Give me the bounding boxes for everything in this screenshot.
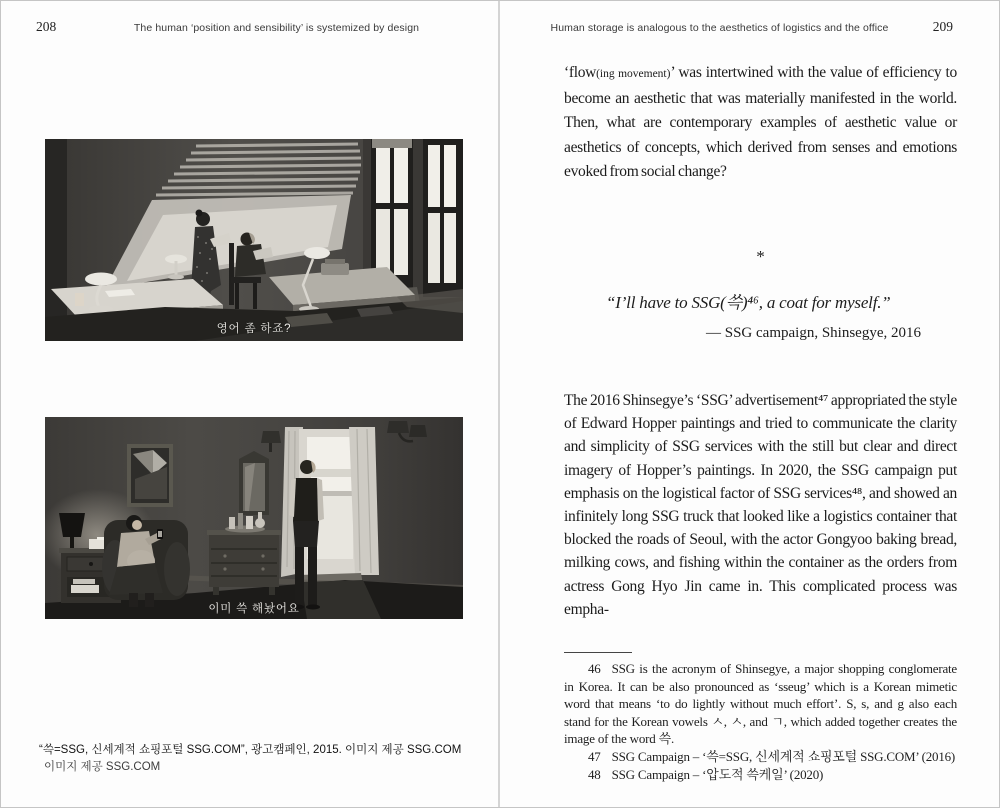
page-right	[500, 1, 999, 807]
paragraph-ssg-campaign: The 2016 Shinsegye’s ‘SSG’ advertisement⁴⁷ appropriated the style of Edward Hopper paintings and tried to communicate the clarity and simplicity of SSG services with the still but clear and direct imagery of Hopper’s paintings. In 2020, the SSG campaign put emphasis on the logistical factor of SSG services⁴⁸, and showed an infinitely long SSG truck that looked like a logistics container that blocked the roads of Seoul, with the actor Gongyoo baking bread, milking cows, and fishing within the container as the orders from actress Gong Hyo Jin came in. This complicated process was empha-	[564, 392, 957, 618]
footnote-48-text: SSG Campaign – ‘압도적 쓱케일’ (2020)	[611, 766, 824, 782]
para1-lead: ‘flow	[564, 64, 597, 81]
subtitle-figure1: 영어 좀 하죠?	[216, 323, 292, 335]
page-number-left: 208	[36, 19, 57, 34]
armchair-woman-figure	[102, 515, 190, 607]
footnote-46-text: SSG is the acronym of Shinsegye, a major shopping conglomerate in Korea. It can be also pronounced as ‘sseug’ which is a Korean mimetic word that means ‘to do lightly without much effort’. S, s, and g also each stand for the Korean vowels ㅅ, ㅅ, and ㄱ, which added together creates the image of the word 쓱.	[564, 661, 957, 747]
para1-rest: ’ was intertwined with the value of efficiency to become an aesthetic that was materially manifested in the world. Then, what are contemporary examples of aesthetic value or aesthetics of concepts, which derived from senses and emotions evoked from social change?	[564, 64, 957, 181]
caption-line-1: “쓱=SSG, 신세계적 쇼핑포털 SSG.COM”, 광고캠페인, 2015. 이미지 제공 SSG.COM	[39, 744, 462, 756]
footnote-46	[564, 660, 957, 748]
subtitle-figure2: 이미 쓱 해놨어요	[208, 603, 300, 615]
footnote-47	[564, 748, 957, 766]
quote-attribution: — SSG campaign, Shinsegye, 2016	[706, 325, 921, 341]
page-number-right: 209	[932, 19, 953, 34]
figure-office-still	[45, 139, 463, 341]
caption-line-2: 이미지 제공 SSG.COM	[44, 760, 161, 773]
bedroom-scene-illustration	[45, 417, 463, 619]
para1-parenthetical: (ing movement)	[596, 68, 671, 80]
figure-bedroom-still	[45, 417, 463, 619]
footnote-46-number: 46	[588, 661, 601, 676]
footnote-47-text: SSG Campaign – ‘쓱=SSG, 신세계적 쇼핑포털 SSG.COM’ (2016)	[611, 748, 956, 764]
footnote-48-number: 48	[588, 766, 601, 782]
paragraph-flow	[564, 61, 957, 185]
footnote-rule	[564, 652, 632, 653]
section-break-asterisk: *	[756, 247, 765, 266]
footnotes	[564, 660, 957, 783]
office-scene-illustration	[45, 139, 463, 341]
pull-quote: “I’ll have to SSG(쓱)⁴⁶, a coat for myself.”	[606, 293, 891, 312]
running-header-right: Human storage is analogous to the aesthetics of logistics and the office	[550, 22, 889, 34]
page-left	[1, 1, 498, 807]
mirror	[239, 451, 269, 515]
wall-picture	[127, 444, 173, 507]
figure-caption	[39, 742, 473, 775]
running-header-left: The human ‘position and sensibility’ is systemized by design	[133, 22, 420, 34]
footnote-47-number: 47	[588, 748, 601, 764]
footnote-48	[564, 766, 957, 784]
